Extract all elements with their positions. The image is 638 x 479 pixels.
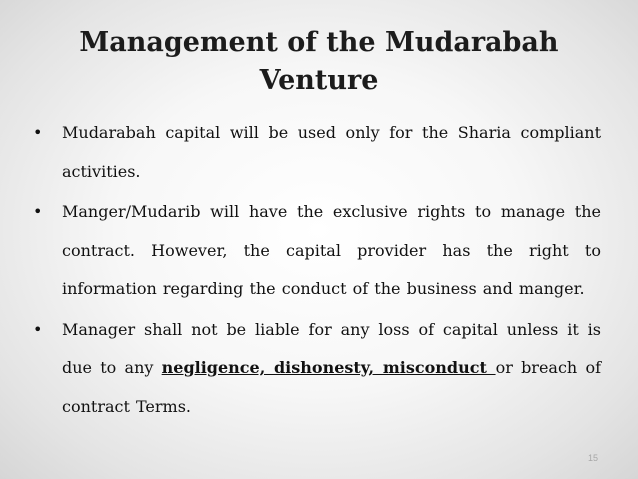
bullet-text: Manger/Mudarib will have the exclusive rights to manage the contract. However, the capital provider has the right to information regarding the conduct of the business and manger. xyxy=(62,202,601,298)
bullet-marker: • xyxy=(33,319,43,339)
slide-title-line-2: Venture xyxy=(259,65,379,96)
bullet-text-before: Manager shall not be liable for any loss of capital unless it is due to any xyxy=(62,319,601,377)
bullet-marker: • xyxy=(33,123,43,142)
bullet-text: Mudarabah capital will be used only for the Sharia compliant activities. xyxy=(62,123,601,181)
bullet-emphasis: negligence, dishonesty, misconduct xyxy=(161,358,496,377)
bullet-marker: • xyxy=(33,202,43,221)
page-number: 15 xyxy=(587,453,598,463)
bullet-item-liability xyxy=(33,311,601,427)
bullet-text-after: or breach of contract Terms. xyxy=(62,358,602,416)
slide-title-line-1: Management of the Mudarabah xyxy=(79,27,559,58)
bullet-item-exclusive-rights xyxy=(33,193,601,309)
bullet-list xyxy=(33,114,601,428)
slide-title xyxy=(0,24,638,100)
bullet-item-sharia-compliant xyxy=(33,114,601,191)
